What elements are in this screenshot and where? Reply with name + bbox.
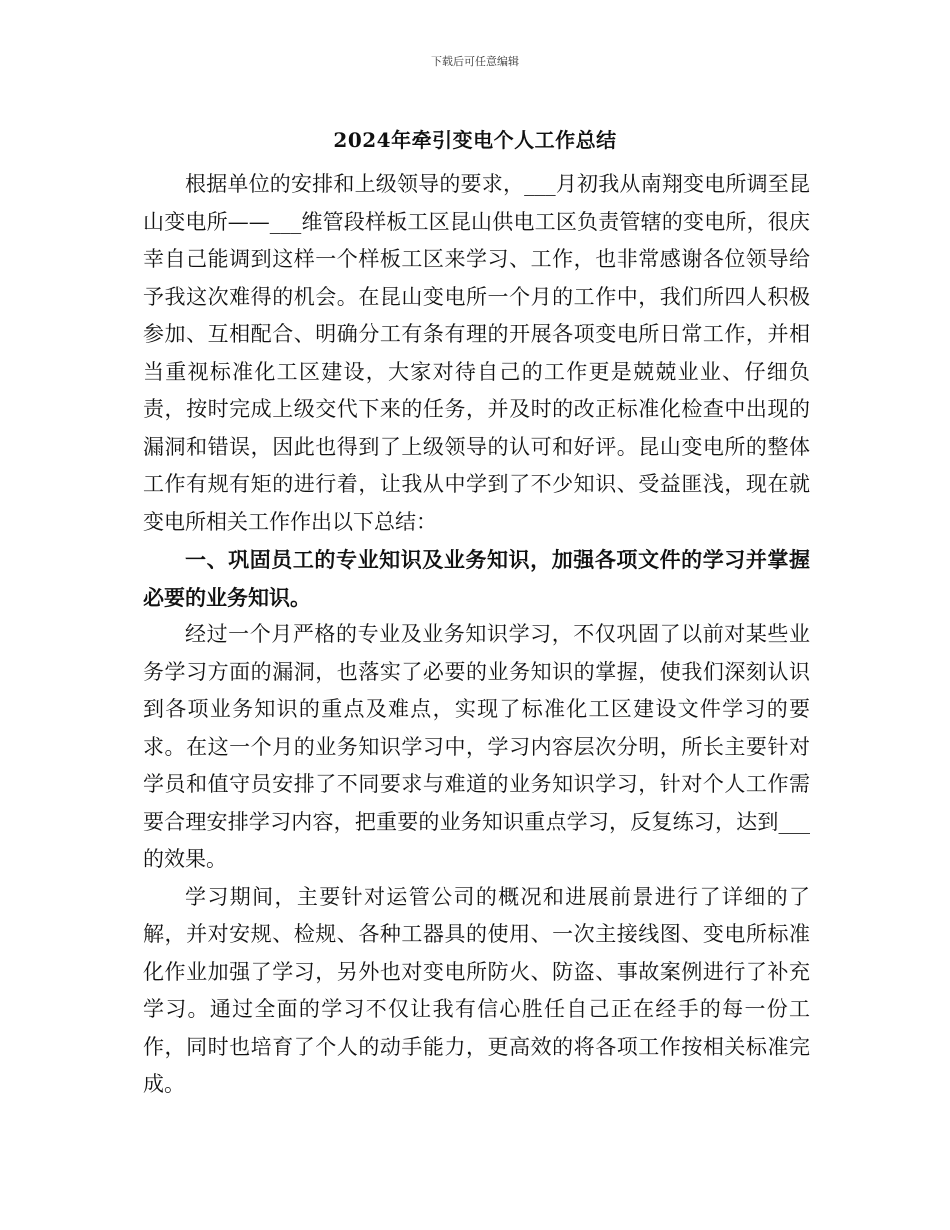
body-paragraph-study-period: 学习期间，主要针对运管公司的概况和进展前景进行了详细的了解，并对安规、检规、各种工器具的使用、一次主接线图、变电所标准化作业加强了学习，另外也对变电所防火、防盗、事故案例进行了补充学习。通过全面的学习不仅让我有信心胜任自己正在经手的每一份工作，同时也培育了个人的动手能力，更高效的将各项工作按相关标准完成。 <box>143 884 810 1096</box>
body-paragraph-intro: 根据单位的安排和上级领导的要求，___月初我从南翔变电所调至昆山变电所——___维管段样板工区昆山供电工区负责管辖的变电所，很庆幸自己能调到这样一个样板工区来学习、工作，也非常感谢各位领导给予我这次难得的机会。在昆山变电所一个月的工作中，我们所四人积极参加、互相配合、明确分工有条有理的开展各项变电所日常工作，并相当重视标准化工区建设，大家对待自己的工作更是兢兢业业、仔细负责，按时完成上级交代下来的任务，并及时的改正标准化检查中出现的漏洞和错误，因此也得到了上级领导的认可和好评。昆山变电所的整体工作有规有矩的进行着，让我从中学到了不少知识、受益匪浅，现在就变电所相关工作作出以下总结： <box>143 172 810 534</box>
body-paragraph-study: 经过一个月严格的专业及业务知识学习，不仅巩固了以前对某些业务学习方面的漏洞，也落实了必要的业务知识的掌握，使我们深刻认识到各项业务知识的重点及难点，实现了标准化工区建设文件学习的要求。在这一个月的业务知识学习中，学习内容层次分明，所长主要针对学员和值守员安排了不同要求与难道的业务知识学习，针对个人工作需要合理安排学习内容，把重要的业务知识重点学习，反复练习，达到___的效果。 <box>143 622 810 871</box>
section-heading-1: 一、巩固员工的专业知识及业务知识，加强各项文件的学习并掌握必要的业务知识。 <box>143 547 810 610</box>
document-body <box>143 166 810 1104</box>
page-header-note: 下载后可任意编辑 <box>431 55 519 68</box>
document-title: 2024年牵引变电个人工作总结 <box>333 128 617 152</box>
